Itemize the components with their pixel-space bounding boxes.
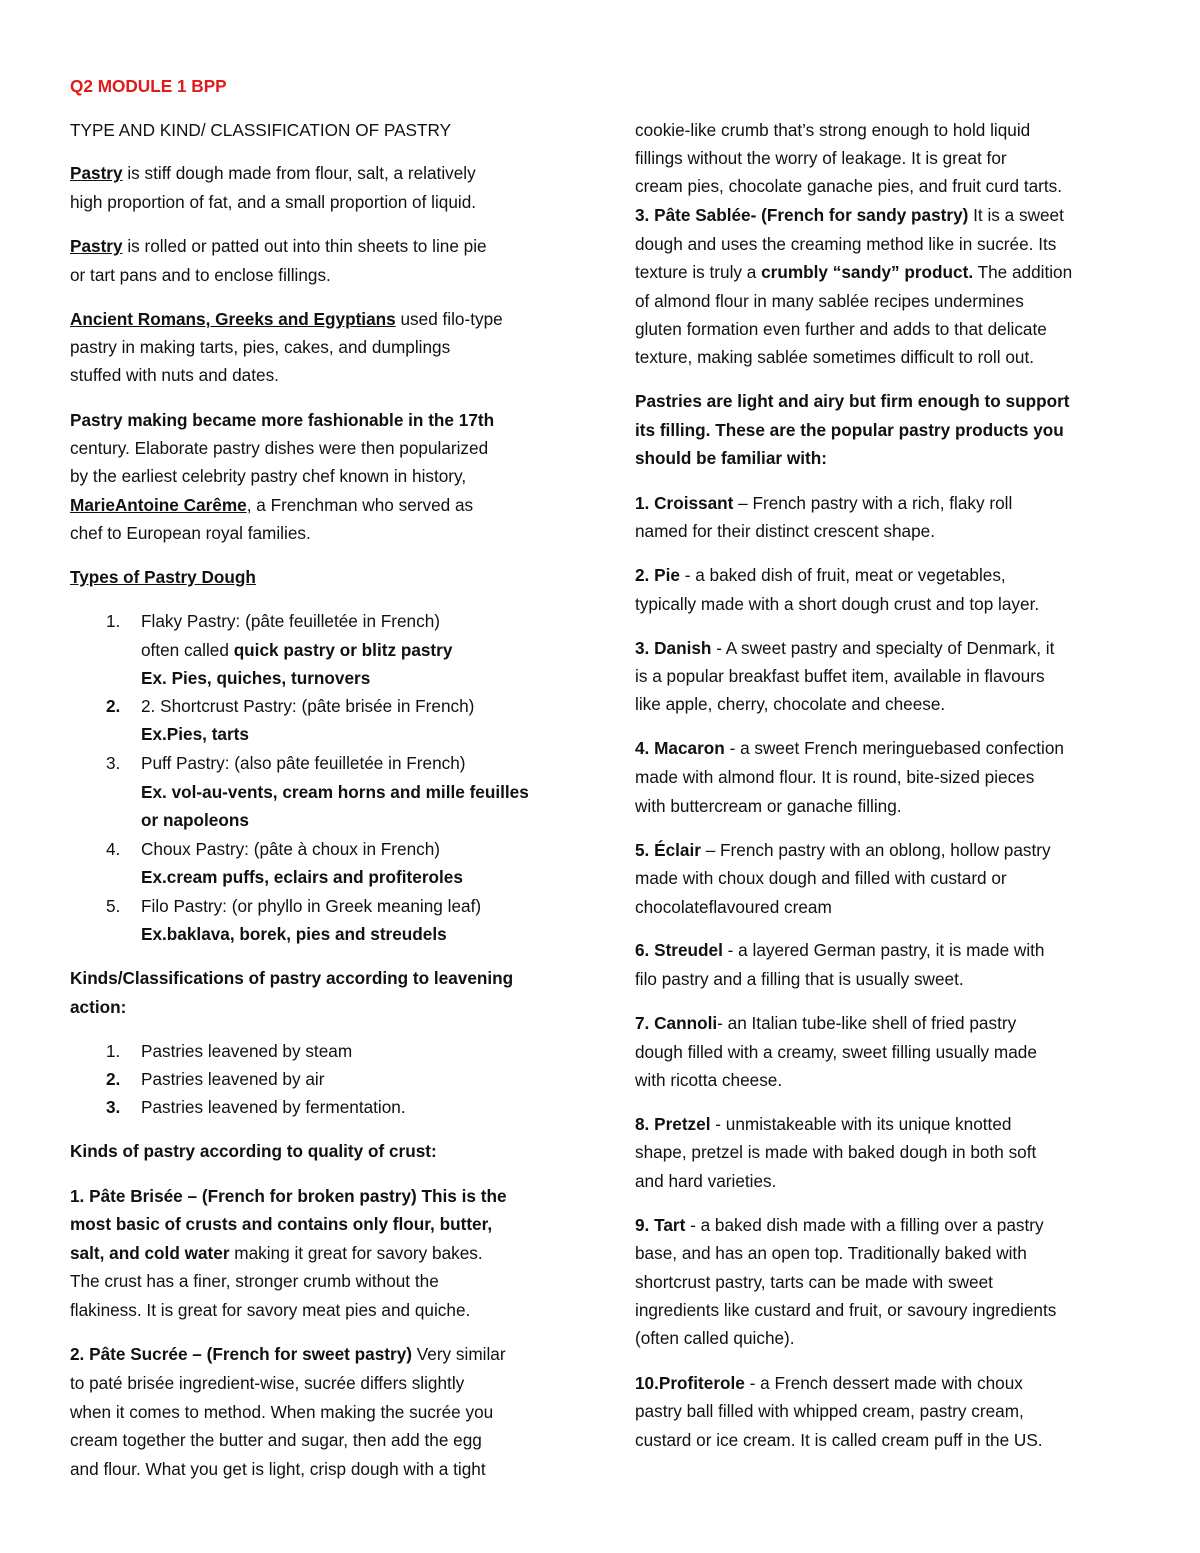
paragraph-line: fillings without the worry of leakage. It is great for bbox=[635, 148, 1007, 168]
paragraph-line: cream pies, chocolate ganache pies, and fruit curd tarts. bbox=[635, 176, 1063, 196]
list-item: Ex. vol-au-vents, cream horns and mille feuilles bbox=[141, 782, 529, 802]
list-item: Choux Pastry: (pâte à choux in French) bbox=[141, 839, 441, 859]
product-item: 1. Croissant – French pastry with a rich, flaky roll bbox=[635, 493, 1013, 513]
paragraph-line: Ancient Romans, Greeks and Egyptians used filo-type bbox=[70, 309, 503, 329]
product-item: named for their distinct crescent shape. bbox=[635, 521, 935, 541]
product-item: shape, pretzel is made with baked dough in both soft bbox=[635, 1142, 1037, 1162]
products-intro: its filling. These are the popular pastry products you bbox=[635, 420, 1064, 440]
list-number: 2. bbox=[106, 1069, 121, 1089]
product-item: shortcrust pastry, tarts can be made with sweet bbox=[635, 1272, 993, 1292]
types-heading: Types of Pastry Dough bbox=[70, 567, 256, 587]
paragraph-line: of almond flour in many sablée recipes undermines bbox=[635, 291, 1024, 311]
product-item: pastry ball filled with whipped cream, pastry cream, bbox=[635, 1401, 1024, 1421]
product-item: chocolateflavoured cream bbox=[635, 897, 832, 917]
paragraph-line: stuffed with nuts and dates. bbox=[70, 365, 279, 385]
paragraph-line: Pastry making became more fashionable in the 17th bbox=[70, 410, 495, 430]
paragraph-line: most basic of crusts and contains only flour, butter, bbox=[70, 1214, 493, 1234]
leavening-heading: Kinds/Classifications of pastry according to leavening bbox=[70, 968, 514, 988]
list-number: 1. bbox=[106, 611, 121, 631]
product-item: (often called quiche). bbox=[635, 1328, 795, 1348]
list-item: Pastries leavened by steam bbox=[141, 1041, 353, 1061]
paragraph-line: texture is truly a crumbly “sandy” product. The addition bbox=[635, 262, 1073, 282]
product-item: like apple, cherry, chocolate and cheese. bbox=[635, 694, 946, 714]
paragraph-line: 1. Pâte Brisée – (French for broken pastry) This is the bbox=[70, 1186, 507, 1206]
product-item: 7. Cannoli- an Italian tube-like shell of fried pastry bbox=[635, 1013, 1017, 1033]
list-item: Puff Pastry: (also pâte feuilletée in French) bbox=[141, 753, 466, 773]
list-item: or napoleons bbox=[141, 810, 249, 830]
section-heading: TYPE AND KIND/ CLASSIFICATION OF PASTRY bbox=[70, 120, 452, 140]
paragraph-line: texture, making sablée sometimes difficult to roll out. bbox=[635, 347, 1034, 367]
paragraph-line: gluten formation even further and adds to that delicate bbox=[635, 319, 1047, 339]
list-item: often called quick pastry or blitz pastry bbox=[141, 640, 453, 660]
paragraph-line: to paté brisée ingredient-wise, sucrée differs slightly bbox=[70, 1373, 465, 1393]
product-item: is a popular breakfast buffet item, available in flavours bbox=[635, 666, 1045, 686]
paragraph-line: century. Elaborate pastry dishes were then popularized bbox=[70, 438, 489, 458]
list-number: 3. bbox=[106, 753, 121, 773]
list-item: Filo Pastry: (or phyllo in Greek meaning leaf) bbox=[141, 896, 482, 916]
paragraph-line: and flour. What you get is light, crisp dough with a tight bbox=[70, 1459, 486, 1479]
list-number: 3. bbox=[106, 1097, 121, 1117]
product-item: 9. Tart - a baked dish made with a filling over a pastry bbox=[635, 1215, 1044, 1235]
paragraph-line: pastry in making tarts, pies, cakes, and dumplings bbox=[70, 337, 451, 357]
paragraph-line: cream together the butter and sugar, then add the egg bbox=[70, 1430, 482, 1450]
list-number: 2. bbox=[106, 696, 121, 716]
crust-heading: Kinds of pastry according to quality of crust: bbox=[70, 1141, 437, 1161]
paragraph-line: Pastry is stiff dough made from flour, salt, a relatively bbox=[70, 163, 476, 183]
list-number: 5. bbox=[106, 896, 121, 916]
product-item: made with choux dough and filled with custard or bbox=[635, 868, 1007, 888]
product-item: 3. Danish - A sweet pastry and specialty of Denmark, it bbox=[635, 638, 1055, 658]
product-item: 5. Éclair – French pastry with an oblong, hollow pastry bbox=[635, 840, 1051, 860]
list-item: 2. Shortcrust Pastry: (pâte brisée in French) bbox=[141, 696, 475, 716]
paragraph-line: high proportion of fat, and a small proportion of liquid. bbox=[70, 192, 477, 212]
product-item: and hard varieties. bbox=[635, 1171, 777, 1191]
paragraph-line: dough and uses the creaming method like in sucrée. Its bbox=[635, 234, 1057, 254]
document-title: Q2 MODULE 1 BPP bbox=[70, 76, 227, 96]
products-intro: Pastries are light and airy but firm enough to support bbox=[635, 391, 1070, 411]
list-number: 1. bbox=[106, 1041, 121, 1061]
list-number: 4. bbox=[106, 839, 121, 859]
list-item: Ex.baklava, borek, pies and streudels bbox=[141, 924, 447, 944]
product-item: custard or ice cream. It is called cream puff in the US. bbox=[635, 1430, 1043, 1450]
paragraph-line: flakiness. It is great for savory meat pies and quiche. bbox=[70, 1300, 471, 1320]
list-item: Pastries leavened by air bbox=[141, 1069, 325, 1089]
product-item: filo pastry and a filling that is usually sweet. bbox=[635, 969, 964, 989]
product-item: dough filled with a creamy, sweet filling usually made bbox=[635, 1042, 1037, 1062]
paragraph-line: chef to European royal families. bbox=[70, 523, 311, 543]
paragraph-line: Pastry is rolled or patted out into thin sheets to line pie bbox=[70, 236, 487, 256]
product-item: 10.Profiterole - a French dessert made with choux bbox=[635, 1373, 1023, 1393]
list-item: Pastries leavened by fermentation. bbox=[141, 1097, 406, 1117]
paragraph-line: MarieAntoine Carême, a Frenchman who served as bbox=[70, 495, 474, 515]
paragraph-line: salt, and cold water making it great for savory bakes. bbox=[70, 1243, 483, 1263]
product-item: with ricotta cheese. bbox=[635, 1070, 783, 1090]
paragraph-line: cookie-like crumb that’s strong enough to hold liquid bbox=[635, 120, 1031, 140]
list-item: Ex. Pies, quiches, turnovers bbox=[141, 668, 371, 688]
list-item: Ex.cream puffs, eclairs and profiteroles bbox=[141, 867, 463, 887]
product-item: ingredients like custard and fruit, or savoury ingredients bbox=[635, 1300, 1057, 1320]
paragraph-line: 2. Pâte Sucrée – (French for sweet pastry) Very similar bbox=[70, 1344, 506, 1364]
leavening-heading: action: bbox=[70, 997, 127, 1017]
list-item: Flaky Pastry: (pâte feuilletée in French) bbox=[141, 611, 440, 631]
product-item: 2. Pie - a baked dish of fruit, meat or vegetables, bbox=[635, 565, 1006, 585]
product-item: with buttercream or ganache filling. bbox=[635, 796, 902, 816]
product-item: 4. Macaron - a sweet French meringuebased confection bbox=[635, 738, 1064, 758]
paragraph-line: when it comes to method. When making the sucrée you bbox=[70, 1402, 494, 1422]
product-item: 6. Streudel - a layered German pastry, it is made with bbox=[635, 940, 1045, 960]
paragraph-line: The crust has a finer, stronger crumb without the bbox=[70, 1271, 439, 1291]
product-item: typically made with a short dough crust and top layer. bbox=[635, 594, 1040, 614]
paragraph-line: or tart pans and to enclose fillings. bbox=[70, 265, 331, 285]
product-item: 8. Pretzel - unmistakeable with its unique knotted bbox=[635, 1114, 1012, 1134]
list-item: Ex.Pies, tarts bbox=[141, 724, 249, 744]
product-item: made with almond flour. It is round, bite-sized pieces bbox=[635, 767, 1035, 787]
products-intro: should be familiar with: bbox=[635, 448, 827, 468]
paragraph-line: by the earliest celebrity pastry chef known in history, bbox=[70, 466, 467, 486]
paragraph-line: 3. Pâte Sablée- (French for sandy pastry) It is a sweet bbox=[635, 205, 1064, 225]
product-item: base, and has an open top. Traditionally baked with bbox=[635, 1243, 1027, 1263]
